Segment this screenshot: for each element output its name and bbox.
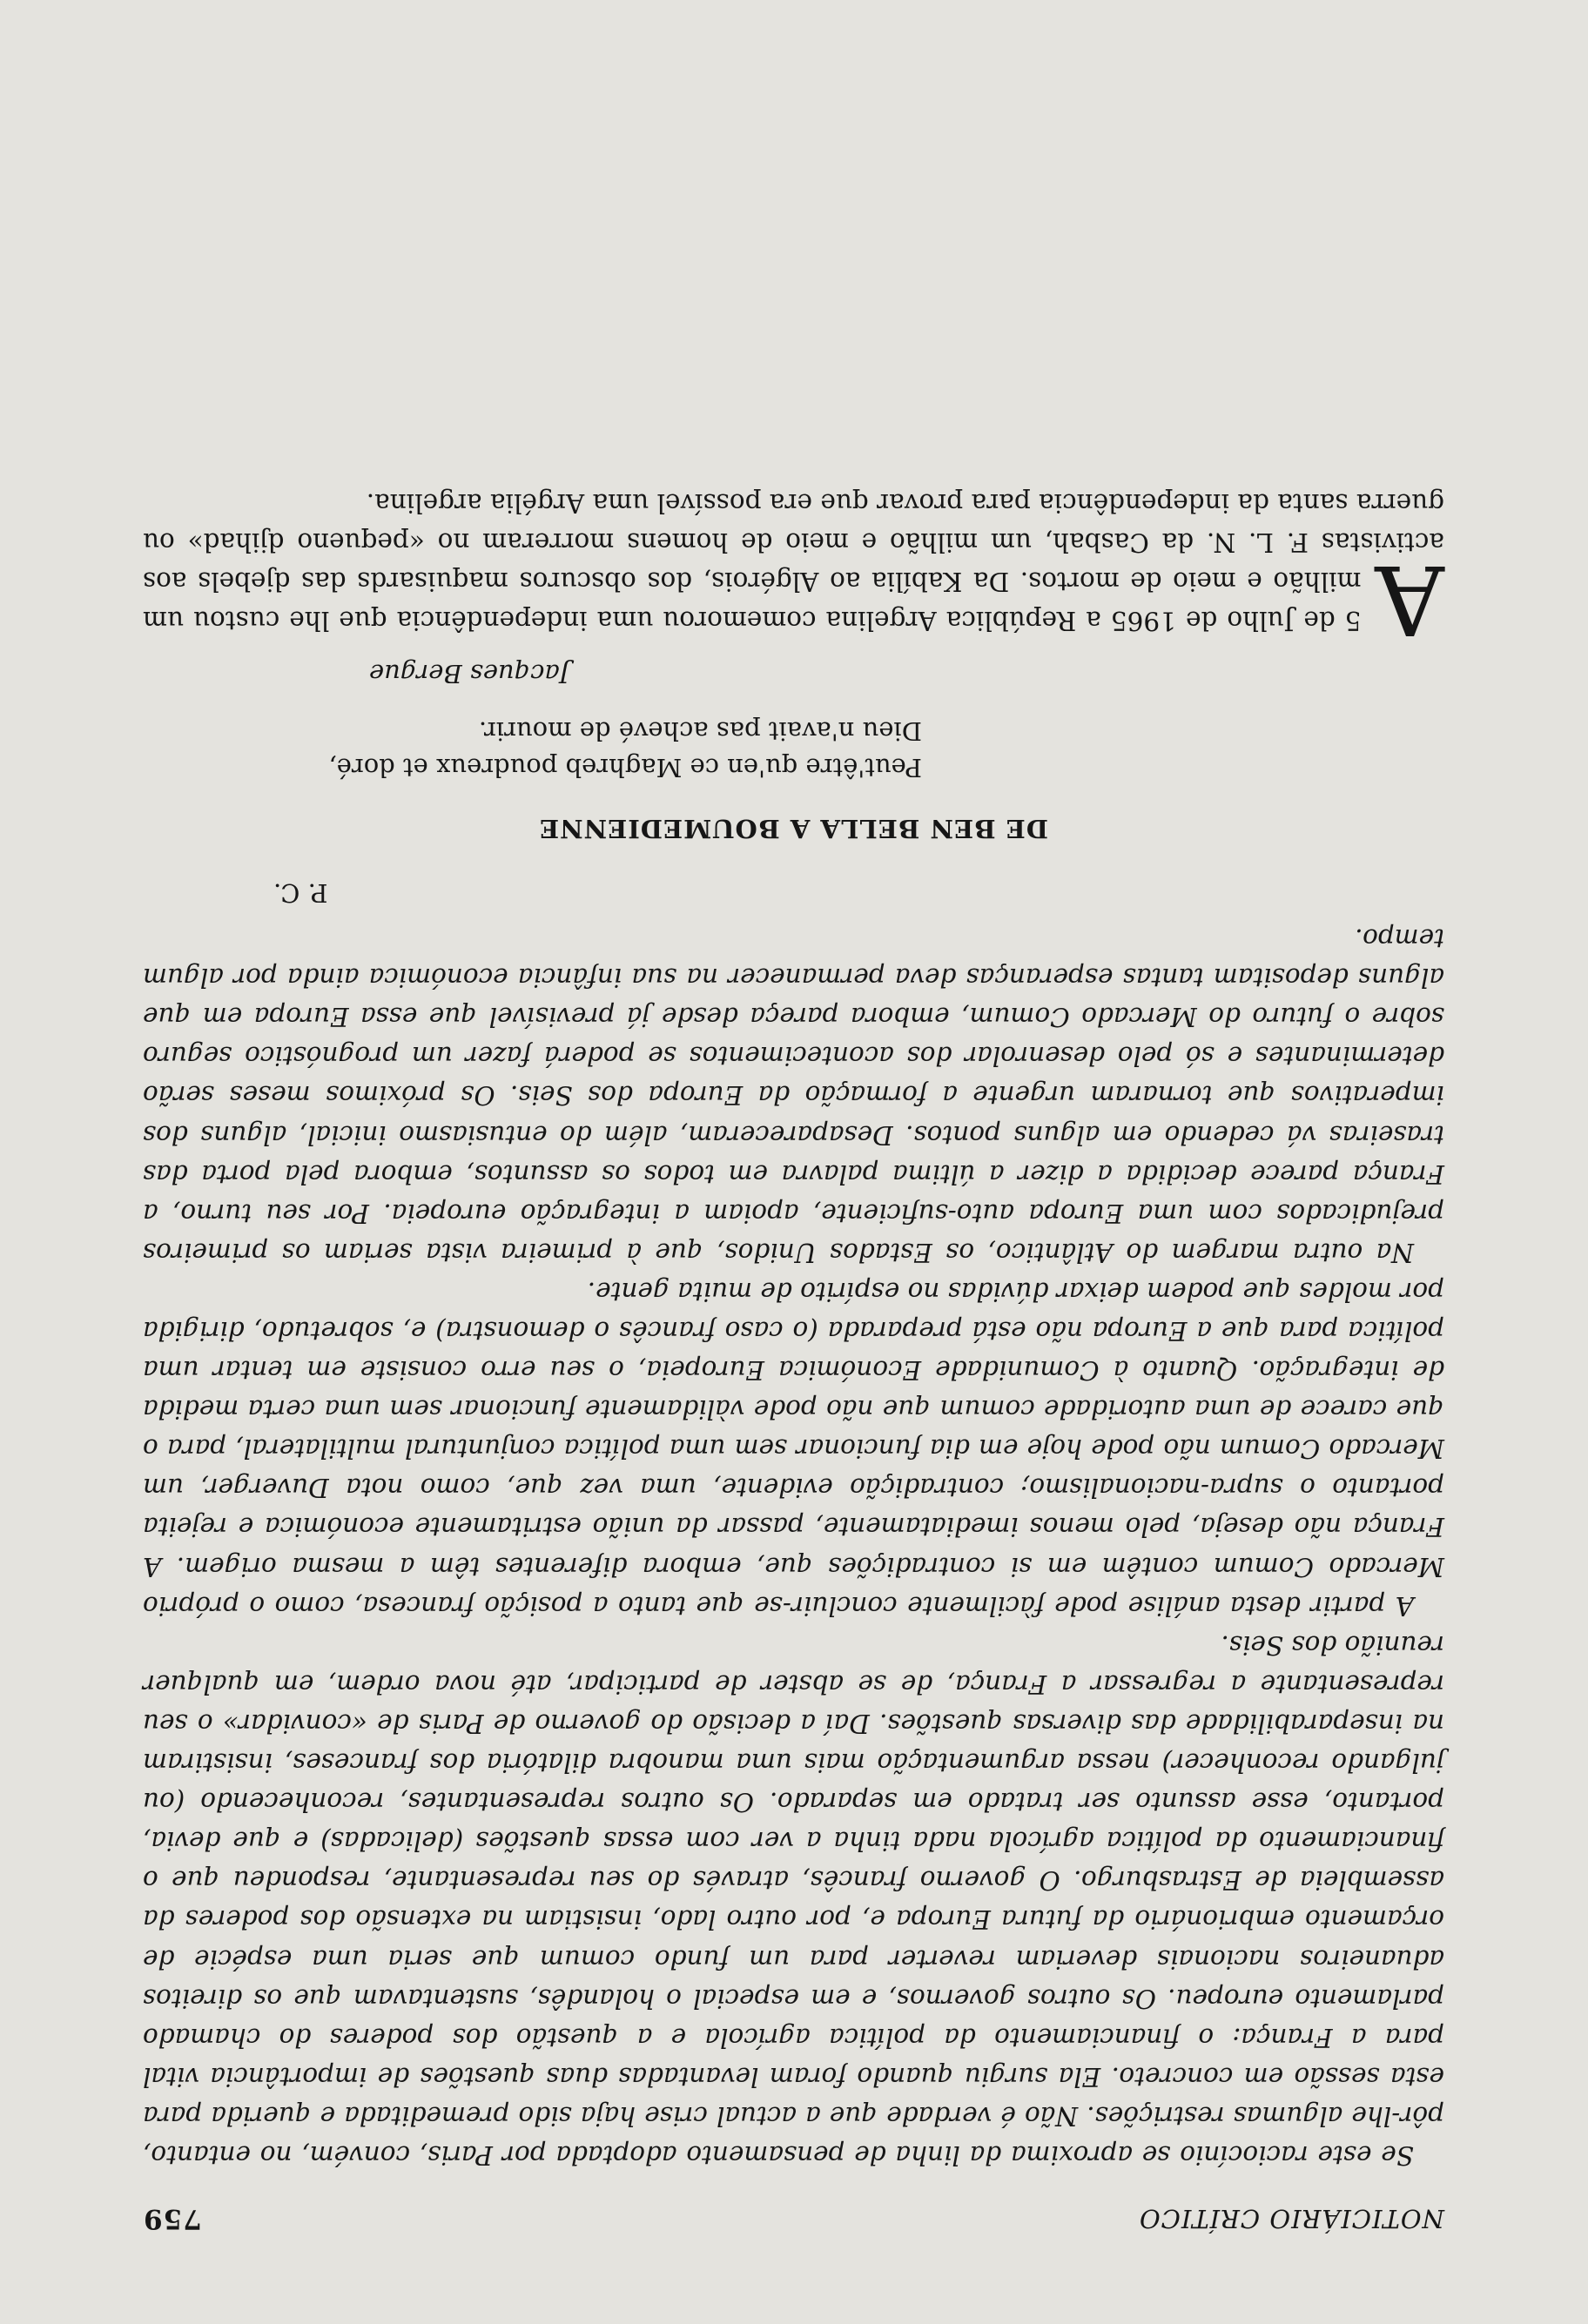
epigraph-author: Jacques Bergue xyxy=(369,659,570,688)
signature: P. C. xyxy=(273,878,328,908)
body-text xyxy=(143,483,1444,2174)
drop-cap: A xyxy=(1375,544,1444,655)
lead-paragraph xyxy=(143,483,1444,655)
section-title: NOTICIÁRIO CRÍTICO xyxy=(1138,2204,1444,2233)
epigraph-line: Peut'être qu'en ce Maghreb poudreux et doré, xyxy=(328,753,922,783)
epigraph-line: Dieu n'avait pas achevé de mourir. xyxy=(478,716,922,746)
paragraph-1: Se este raciocínio se aproxima da linha de pensamento adoptada por Paris, convém, no entanto, pôr-lhe algumas restrições. Não é verdade que a actual crise haja sido premeditada e querida para esta sessão em concreto. Ela surgiu quando foram levantadas duas questões de importância vital para a França: o financiamento da política agrícola e a questão dos poderes do chamado parlamento europeu. Os outros governos, e em especial o holandês, sustentavam que os direitos aduaneiros nacionais deveriam reverter para um fundo comum que seria uma espécie de orçamento embrionário da futura Europa e, por outro lado, insistiam na extensão dos poderes da assembleia de Estrasburgo. O governo francês, através do seu representante, respondeu que o financiamento da política agrícola nada tinha a ver com essas questões (delicadas) e que devia, portanto, esse assunto ser tratado em separado. Os outros representantes, reconhecendo (ou julgando reconhecer) nessa argumentação mais uma manobra dilatória dos franceses, insistiram na inseparabilidade das diversas questões. Daí a decisão do governo de Paris de «convidar» o seu representante a regressar a França, de se abster de participar, até nova ordem, em qualquer reunião dos Seis. xyxy=(143,1629,1444,2170)
lead-text: 5 de Julho de 1965 a República Argelina comemorou uma independência que lhe custou um milhão e meio de mortos. Da Kabília ao Algérois, dos obscuros maquisards das djebels aos activistas F. L. N. da Casbah, um milhão e meio de homens morreram no «pequeno djihad» ou guerra santa da independência para provar que era possível uma Argélia argelina. xyxy=(143,487,1444,635)
paragraph-3: Na outra margem do Atlântico, os Estados Unidos, que à primeira vista seriam os primeiros prejudicados com uma Europa auto-suficiente, apoiam a integração europeia. Por seu turno, a França parece decidida a dizer a última palavra em todos os assuntos, embora pela porta das traseiras vá cedendo em alguns pontos. Desapareceram, além do entusiasmo inicial, alguns dos imperativos que tornaram urgente a formação da Europa dos Seis. Os próximos meses serão determinantes e só pelo desenrolar dos acontecimentos se poderá fazer um prognóstico seguro sobre o futuro do Mercado Comum, embora pareça desde já previsível que essa Europa em que alguns depositam tantas esperanças deva permanecer na sua infância económica ainda por algum tempo. xyxy=(143,924,1444,1267)
running-header xyxy=(143,2203,1444,2234)
epigraph xyxy=(143,713,922,786)
page-number: 759 xyxy=(143,2203,202,2234)
article-heading: DE BEN BELLA A BOUMEDIENNE xyxy=(539,814,1048,843)
paragraph-2: A partir desta análise pode fàcilmente concluir-se que tanto a posição francesa, como o próprio Mercado Comum contêm em si contradições que, embora diferentes têm a mesma origem. A França não deseja, pelo menos imediatamente, passar da união estritamente económica e rejeita portanto o supra-nacionalismo; contradição evidente, uma vez que, como nota Duverger, um Mercado Comum não pode hoje em dia funcionar sem uma política conjuntural multilateral, para o que carece de uma autoridade comum que não pode vàlidamente funcionar sem uma certa medida de integração. Quanto à Comunidade Económica Europeia, o seu erro consiste em tentar uma política para que a Europa não está preparada (o caso francês o demonstra) e, sobretudo, dirigida por moldes que podem deixar dúvidas no espírito de muita gente. xyxy=(143,1276,1444,1621)
